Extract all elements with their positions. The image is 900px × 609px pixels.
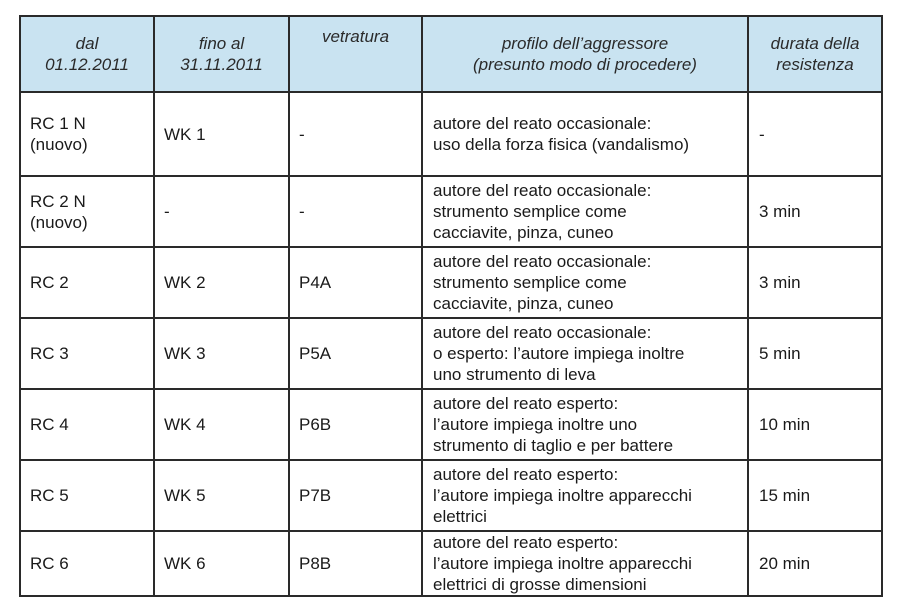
header-vetratura bbox=[289, 16, 422, 92]
cell-text: WK 4 bbox=[164, 415, 206, 434]
header-vetratura-line-1: vetratura bbox=[321, 27, 390, 46]
cell-text: l’autore impiega inoltre uno bbox=[433, 415, 638, 434]
cell-text: 20 min bbox=[759, 554, 811, 573]
cell-dal bbox=[20, 318, 154, 389]
cell-vetratura bbox=[289, 176, 422, 247]
cell-text: l’autore impiega inoltre apparecchi bbox=[433, 554, 692, 573]
header-durata bbox=[748, 16, 882, 92]
cell-text: P6B bbox=[299, 415, 332, 434]
cell-text: - bbox=[299, 202, 305, 221]
table-row bbox=[20, 176, 882, 247]
cell-text: RC 1 N bbox=[30, 114, 86, 133]
cell-text: RC 6 bbox=[30, 554, 69, 573]
cell-fino bbox=[154, 92, 289, 176]
cell-text: P5A bbox=[299, 344, 332, 363]
header-profilo-line-1: profilo dell’aggressore bbox=[501, 34, 669, 53]
cell-vetratura bbox=[289, 531, 422, 596]
cell-fino bbox=[154, 531, 289, 596]
cell-text: strumento di taglio e per battere bbox=[433, 436, 674, 455]
header-profilo-line-2: (presunto modo di procedere) bbox=[473, 55, 697, 74]
cell-text: 3 min bbox=[759, 273, 801, 292]
table-row bbox=[20, 531, 882, 596]
cell-text: uno strumento di leva bbox=[433, 365, 596, 384]
cell-profilo bbox=[422, 247, 748, 318]
cell-durata bbox=[748, 176, 882, 247]
cell-durata bbox=[748, 389, 882, 460]
header-profilo bbox=[422, 16, 748, 92]
cell-text: P4A bbox=[299, 273, 332, 292]
resistance-class-table bbox=[19, 15, 883, 597]
cell-text: autore del reato occasionale: bbox=[433, 252, 652, 271]
cell-text: - bbox=[759, 124, 765, 144]
cell-vetratura bbox=[289, 247, 422, 318]
cell-text: (nuovo) bbox=[30, 135, 88, 154]
cell-text: WK 3 bbox=[164, 344, 206, 363]
cell-text: autore del reato occasionale: bbox=[433, 114, 652, 133]
header-durata-line-2: resistenza bbox=[776, 55, 854, 74]
cell-text: RC 4 bbox=[30, 415, 69, 434]
cell-text: elettrici bbox=[433, 507, 487, 526]
cell-fino bbox=[154, 318, 289, 389]
cell-text: autore del reato esperto: bbox=[433, 465, 619, 484]
cell-text: RC 2 bbox=[30, 273, 69, 292]
header-dal-line-2: 01.12.2011 bbox=[45, 55, 129, 74]
cell-durata bbox=[748, 318, 882, 389]
cell-text: WK 6 bbox=[164, 554, 206, 573]
cell-text: strumento semplice come bbox=[433, 202, 627, 221]
cell-dal bbox=[20, 92, 154, 176]
header-fino-line-1: fino al bbox=[198, 34, 245, 53]
cell-text: cacciavite, pinza, cuneo bbox=[433, 223, 614, 242]
header-dal-line-1: dal bbox=[75, 34, 99, 53]
cell-text: elettrici di grosse dimensioni bbox=[433, 575, 647, 594]
cell-text: WK 1 bbox=[164, 124, 206, 144]
cell-text: o esperto: l’autore impiega inoltre bbox=[433, 344, 685, 363]
cell-text: (nuovo) bbox=[30, 212, 88, 232]
cell-fino bbox=[154, 176, 289, 247]
cell-text: WK 5 bbox=[164, 486, 206, 505]
cell-text: autore del reato esperto: bbox=[433, 533, 619, 552]
cell-dal bbox=[20, 460, 154, 531]
cell-text: 10 min bbox=[759, 415, 811, 434]
cell-vetratura bbox=[289, 92, 422, 176]
cell-fino bbox=[154, 389, 289, 460]
cell-profilo bbox=[422, 176, 748, 247]
cell-dal bbox=[20, 389, 154, 460]
cell-dal bbox=[20, 176, 154, 247]
table-row bbox=[20, 389, 882, 460]
cell-profilo bbox=[422, 92, 748, 176]
table-row bbox=[20, 460, 882, 531]
cell-text: WK 2 bbox=[164, 273, 206, 292]
cell-dal bbox=[20, 247, 154, 318]
cell-fino bbox=[154, 247, 289, 318]
cell-vetratura bbox=[289, 389, 422, 460]
header-row bbox=[20, 16, 882, 92]
cell-dal bbox=[20, 531, 154, 596]
cell-text: RC 3 bbox=[30, 344, 69, 363]
header-dal bbox=[20, 16, 154, 92]
cell-text: P7B bbox=[299, 486, 332, 505]
cell-text: uso della forza fisica (vandalismo) bbox=[433, 135, 690, 154]
table-row bbox=[20, 247, 882, 318]
cell-text: RC 2 N bbox=[30, 191, 86, 211]
cell-profilo bbox=[422, 531, 748, 596]
header-fino-line-2: 31.11.2011 bbox=[180, 55, 263, 74]
cell-text: 15 min bbox=[759, 486, 811, 505]
cell-text: autore del reato esperto: bbox=[433, 394, 619, 413]
cell-profilo bbox=[422, 389, 748, 460]
cell-vetratura bbox=[289, 460, 422, 531]
cell-text: strumento semplice come bbox=[433, 273, 627, 292]
cell-text: 3 min bbox=[759, 202, 801, 221]
cell-fino bbox=[154, 460, 289, 531]
cell-profilo bbox=[422, 460, 748, 531]
cell-text: autore del reato occasionale: bbox=[433, 323, 652, 342]
cell-text: - bbox=[164, 202, 170, 221]
cell-durata bbox=[748, 92, 882, 176]
table-row bbox=[20, 318, 882, 389]
cell-text: l’autore impiega inoltre apparecchi bbox=[433, 486, 692, 505]
cell-text: 5 min bbox=[759, 344, 801, 363]
cell-durata bbox=[748, 247, 882, 318]
cell-profilo bbox=[422, 318, 748, 389]
cell-vetratura bbox=[289, 318, 422, 389]
resistance-class-table-container bbox=[19, 15, 881, 597]
cell-text: P8B bbox=[299, 554, 332, 573]
cell-text: - bbox=[299, 124, 305, 144]
header-fino-al bbox=[154, 16, 289, 92]
cell-durata bbox=[748, 531, 882, 596]
cell-text: autore del reato occasionale: bbox=[433, 181, 652, 200]
table-row bbox=[20, 92, 882, 176]
cell-text: cacciavite, pinza, cuneo bbox=[433, 294, 614, 313]
cell-durata bbox=[748, 460, 882, 531]
cell-text: RC 5 bbox=[30, 486, 69, 505]
header-durata-line-1: durata della bbox=[770, 34, 860, 53]
